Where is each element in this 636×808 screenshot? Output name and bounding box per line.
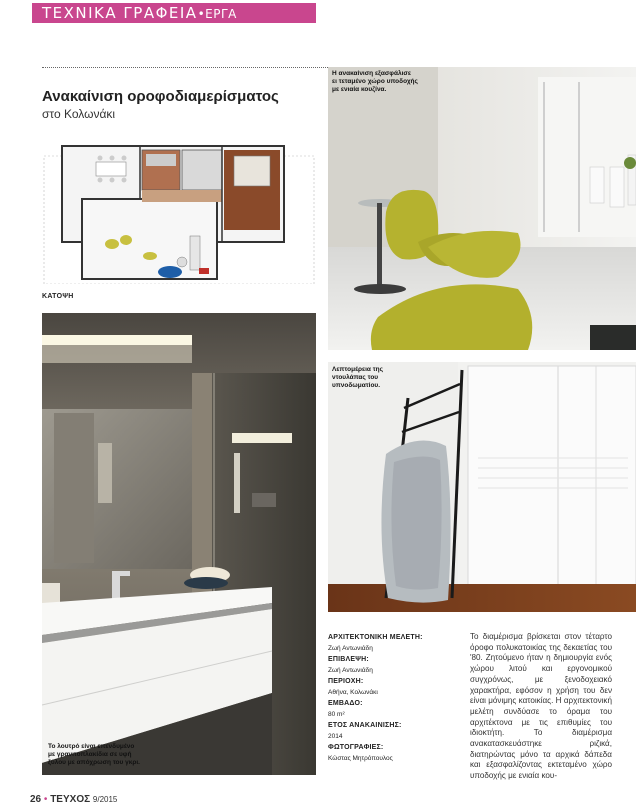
credit-label: ΕΜΒΑΔΟ: (328, 700, 363, 707)
credit-value: Κώστας Μητρόπουλος (328, 755, 393, 762)
bathroom-photo (42, 313, 316, 775)
article-body: Το διαμέρισμα βρίσκεται στον τέταρτο όροφο πολυκατοικίας της δεκαετίας του '80. Ζητούμενο ήταν η δημιουργία ενός χώρου λιτού και εργονομικού συγχρόνως, με ξενοδοχειακό χαρακτήρα, εφόσον η χρήση του δεν είναι μόνιμης κατοικίας. Η αρχιτεκτονική μελέτη συνδύασε το όραμα του αρχιτέκτονα με τις επιθυμίες του ιδιοκτήτη. Το διαμέρισμα ανακατασκευάστηκε ριζικά, διατηρώντας μόνο τα αρχικά δάπεδα και εξασφαλίζοντας εκτεταμένο χώρο υποδοχής με ενιαία κου- (470, 632, 612, 781)
article-subtitle: στο Κολωνάκι (42, 107, 116, 121)
credit-label: ΑΡΧΙΤΕΚΤΟΝΙΚΗ ΜΕΛΕΤΗ: (328, 634, 423, 641)
wardrobe-caption: Λεπτομέρεια της ντουλάπας του υπνοδωματίου. (332, 366, 383, 389)
dotted-divider (42, 67, 332, 68)
credit-label: ΠΕΡΙΟΧΗ: (328, 678, 364, 685)
article-title: Ανακαίνιση οροφοδιαμερίσματος (42, 88, 279, 105)
credit-label: ΕΠΙΒΛΕΨΗ: (328, 656, 369, 663)
wardrobe-photo (328, 362, 636, 612)
credit-value: Ζωή Αντωνιάδη (328, 645, 373, 652)
credit-label: ΕΤΟΣ ΑΝΑΚΑΙΝΙΣΗΣ: (328, 722, 402, 729)
credit-value: Αθήνα, Κολωνάκι (328, 689, 378, 696)
credit-value: 80 m² (328, 711, 345, 718)
magazine-name: ΤΕΥΧΟΣ (50, 794, 91, 805)
living-room-photo (328, 67, 636, 350)
footer-bullet: • (43, 794, 48, 805)
issue-number: 9/2015 (92, 795, 118, 804)
page-footer (30, 794, 117, 805)
credit-value: Ζωή Αντωνιάδη (328, 667, 373, 674)
floor-plan (42, 144, 316, 284)
project-credits (328, 632, 460, 764)
section-subtitle: •ΕΡΓΑ (197, 7, 237, 21)
living-room-caption: Η ανακαίνιση εξασφάλισε ει τεταμένο χώρο υποδοχής με ενιαία κουζίνα. (332, 70, 418, 93)
section-header (32, 3, 316, 23)
section-title: ΤΕΧΝΙΚΑ ΓΡΑΦΕΙΑ (42, 4, 198, 22)
credit-label: ΦΩΤΟΓΡΑΦΙΕΣ: (328, 744, 384, 751)
page-number: 26 (30, 794, 42, 805)
bathroom-caption: Το λουτρό είναι επενδυμένο με γρανιτοπλακίδια σε υφή ξύλου με απόχρωση του γκρι. (48, 743, 140, 766)
credit-value: 2014 (328, 733, 343, 740)
plan-caption: ΚΑΤΟΨΗ (42, 293, 74, 300)
